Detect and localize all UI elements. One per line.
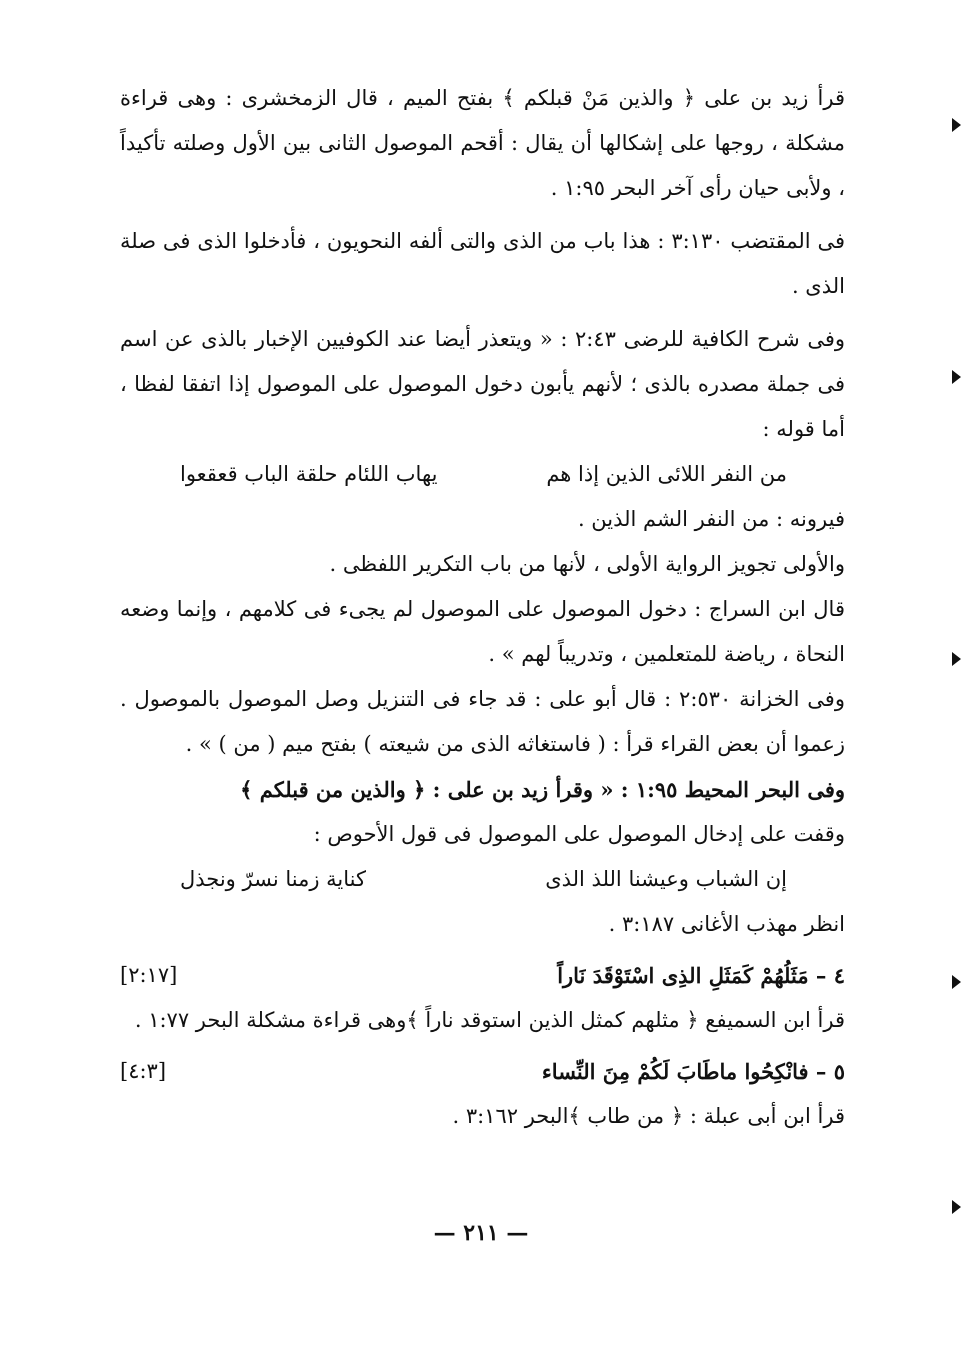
ayah-4-text: ٤ – مَثَلُهُمْ كَمَثَلِ الذِى اسْتَوْقَدَ نَاراً: [557, 963, 845, 988]
ayah-4-note: قرأ ابن السميفع ﴿ مثلهم كمثل الذين استوقد ناراً ﴾وهى قراءة مشكلة البحر ١:٧٧ .: [134, 1008, 845, 1032]
poem-verse-2: [120, 857, 845, 902]
verse-1-second-hemistich: يهاب اللئام حلقة الباب قعقعوا: [180, 462, 438, 486]
text-line: وقفت على إدخال الموصول على الموصول فى قول الأحوص :: [313, 822, 845, 846]
text-line: والأولى تجويز الرواية الأولى ، لأنها من باب التكرير اللفظى .: [329, 552, 845, 576]
text-line: وفى البحر المحيط ١:٩٥ : « وقرأ زيد بن على : ﴿ والذين من قبلكم ﴾: [240, 777, 845, 802]
paragraph-kafiya: وفى شرح الكافية للرضى ٢:٤٣ : « ويتعذر أيضا عند الكوفيين الإخبار بالذى عن اسم فى جملة مصدره بالذى ؛ لأنهم يأبون دخول الموصول على الموصول إذا اتفقا لفظا ، أما قوله :: [120, 327, 846, 441]
paragraph-zamakhshari: قرأ زيد بن على ﴿ والذين مَنْ قبلكم ﴾ بفتح الميم ، قال الزمخشرى : وهى قراءة مشكلة ، روجها على إشكالها أن يقال : أقحم الموصول الثانى بين الأول وصلته تأكيداً ، ولأبى حيان رأى آخر البحر ١:٩٥ .: [120, 86, 845, 200]
page-number: — ٢١١ —: [433, 1220, 529, 1246]
text-line: وفى الخزانة ٢:٥٣٠ : قال أبو على : قد جاء فى التنزيل وصل الموصول بالموصول . زعموا أن بعض القراء قرأ : ( فاستغاثه الذى من شيعته ) بفتح ميم ( من ) » .: [120, 687, 845, 756]
ayah-4-heading: [120, 953, 845, 998]
page-text: [120, 76, 845, 1139]
binding-mark-icon: [952, 975, 961, 989]
verse-2-second-hemistich: كناية زمنا نسرّ ونجذل: [180, 867, 366, 891]
ayah-4-reference: [٢:١٧]: [120, 963, 178, 987]
text-line: انظر مهذب الأغانى ٣:١٨٧ .: [608, 912, 845, 936]
binding-mark-icon: [952, 118, 961, 132]
verse-1-first-hemistich: من النفر اللائى الذين إذا هم: [546, 462, 787, 486]
binding-mark-icon: [952, 652, 961, 666]
binding-mark-icon: [952, 1200, 961, 1214]
verse-2-first-hemistich: إن الشباب وعيشنا اللذ الذى: [545, 867, 787, 891]
text-line: فيرونه : من النفر الشم الذين .: [577, 507, 845, 531]
poem-verse-1: [120, 452, 845, 497]
ayah-5-note: قرأ ابن أبى عبلة : ﴿ من طاب ﴾البحر ٣:١٦٢ .: [452, 1104, 845, 1128]
paragraph-muqtadab: فى المقتضب ٣:١٣٠ : هذا باب من الذى والتى ألفه النحويون ، فأدخلوا الذى فى صلة الذى .: [120, 229, 846, 298]
text-line: قال ابن السراج : دخول الموصول على الموصول لم يجىء فى كلامهم ، وإنما وضعه النحاة ، رياضة للمتعلمين ، وتدريباً لهم » .: [120, 597, 845, 666]
ayah-5-reference: [٤:٣]: [120, 1059, 167, 1083]
ayah-5-text: ٥ – فانْكِحُوا ماطَابَ لَكُمْ مِنَ النِّساء: [541, 1059, 845, 1084]
binding-mark-icon: [952, 370, 961, 384]
ayah-5-heading: [120, 1049, 845, 1094]
